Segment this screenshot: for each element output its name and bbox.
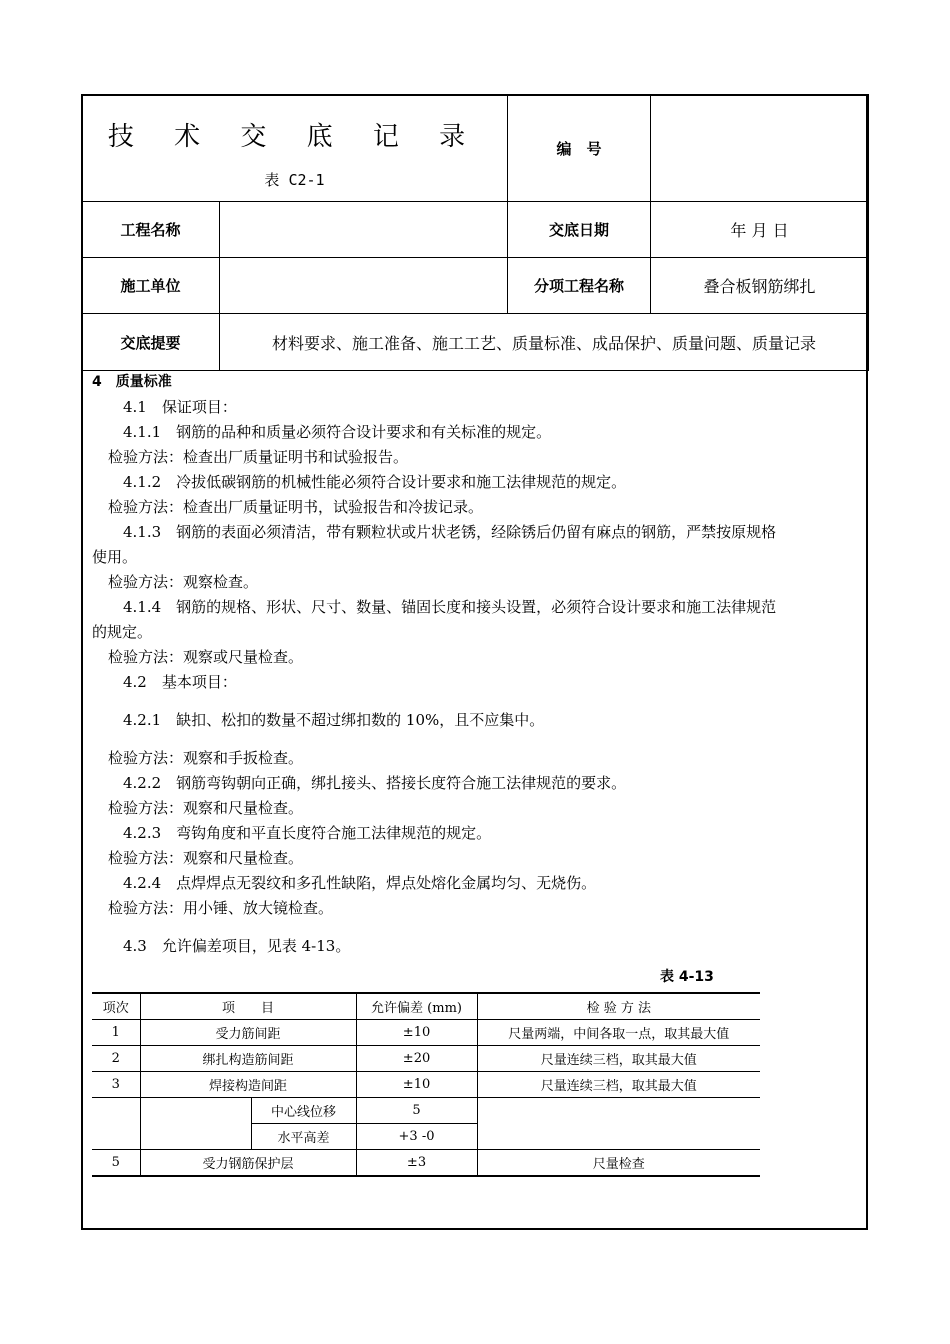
table-header: 项 目 [140, 993, 356, 1020]
form-number: 表 C2-1 [264, 171, 325, 189]
content-line: 4.2.1 缺扣、松扣的数量不超过绑扣数的 10%，且不应集中。 [123, 711, 545, 729]
project-name-label: 工程名称 [82, 202, 220, 258]
table-cell: 尺量两端，中间各取一点，取其最大值 [477, 1020, 760, 1046]
table-header-row [92, 993, 760, 1020]
project-name-value [220, 202, 508, 258]
subitem-label: 分项工程名称 [508, 258, 651, 314]
table-cell: +3 -0 [356, 1124, 477, 1150]
table-cell: 受力筋间距 [140, 1020, 356, 1046]
table-cell [477, 1098, 760, 1150]
serial-value [651, 95, 869, 202]
content-line: 4.1.4 钢筋的规格、形状、尺寸、数量、锚固长度和接头设置，必须符合设计要求和施工法律规范 [123, 598, 777, 616]
table-cell: 焊接构造间距 [140, 1072, 356, 1098]
date-value: 年 月 日 [651, 202, 869, 258]
content-line: 4.1.3 钢筋的表面必须清洁，带有颗粒状或片状老锈，经除锈后仍留有麻点的钢筋，严禁按原规格 [123, 523, 777, 541]
date-label: 交底日期 [508, 202, 651, 258]
content-line: 检验方法：观察或尺量检查。 [108, 648, 304, 666]
content-line: 4.1.2 冷拔低碳钢筋的机械性能必须符合设计要求和施工法律规范的规定。 [123, 473, 627, 491]
table-cell: 受力钢筋保护层 [140, 1150, 356, 1177]
content-line: 4.2.3 弯钩角度和平直长度符合施工法律规范的规定。 [123, 824, 492, 842]
table-header: 检 验 方 法 [477, 993, 760, 1020]
table-row [92, 1150, 760, 1177]
table-cell: 1 [92, 1020, 140, 1046]
unit-label: 施工单位 [82, 258, 220, 314]
content-line: 4.2 基本项目： [123, 673, 237, 691]
section-heading: 4 质量标准 [92, 374, 172, 390]
content-line: 4.2.2 钢筋弯钩朝向正确，绑扎接头、搭接长度符合施工法律规范的要求。 [123, 774, 627, 792]
content-line: 检验方法：检查出厂质量证明书，试验报告和冷拔记录。 [108, 498, 484, 516]
form-title: 技 术 交 底 记 录 [107, 122, 482, 152]
table-header: 项次 [92, 993, 140, 1020]
serial-label: 编 号 [508, 95, 651, 202]
table-cell: ±3 [356, 1150, 477, 1177]
table-row [92, 1072, 760, 1098]
table-cell: 尺量检查 [477, 1150, 760, 1177]
table-cell: 5 [92, 1150, 140, 1177]
content-line: 使用。 [92, 548, 138, 566]
content-body [92, 370, 862, 959]
content-line: 4.3 允许偏差项目，见表 4-13。 [123, 937, 351, 955]
table-cell: ±10 [356, 1072, 477, 1098]
summary-label: 交底提要 [82, 314, 220, 371]
header-table [81, 94, 869, 371]
deviation-table [92, 992, 760, 1177]
content-line: 检验方法：观察和尺量检查。 [108, 799, 304, 817]
table-row [92, 1046, 760, 1072]
table-cell: 水平高差 [251, 1124, 356, 1150]
content-line: 的规定。 [92, 623, 153, 641]
title-cell [82, 95, 508, 202]
table-cell: 绑扎构造筋间距 [140, 1046, 356, 1072]
table-cell: ±10 [356, 1020, 477, 1046]
table-header: 允许偏差 (mm) [356, 993, 477, 1020]
content-line: 检验方法：观察检查。 [108, 573, 259, 591]
table-cell: 尺量连续三档，取其最大值 [477, 1072, 760, 1098]
table-caption: 表 4-13 [660, 969, 714, 985]
table-cell: 3 [92, 1072, 140, 1098]
summary-value: 材料要求、施工准备、施工工艺、质量标准、成品保护、质量问题、质量记录 [220, 314, 869, 371]
content-line: 4.1 保证项目： [123, 398, 237, 416]
content-line: 检验方法：观察和尺量检查。 [108, 849, 304, 867]
table-cell: 2 [92, 1046, 140, 1072]
table-cell: 中心线位移 [251, 1098, 356, 1124]
table-cell: 尺量连续三档，取其最大值 [477, 1046, 760, 1072]
content-line: 检验方法：用小锤、放大镜检查。 [108, 899, 334, 917]
table-row [92, 1020, 760, 1046]
table-cell: ±20 [356, 1046, 477, 1072]
content-line: 检验方法：观察和手扳检查。 [108, 749, 304, 767]
content-line: 4.1.1 钢筋的品种和质量必须符合设计要求和有关标准的规定。 [123, 423, 552, 441]
content-line: 检验方法：检查出厂质量证明书和试验报告。 [108, 448, 409, 466]
unit-value [220, 258, 508, 314]
content-line: 4.2.4 点焊焊点无裂纹和多孔性缺陷，焊点处熔化金属均匀、无烧伤。 [123, 874, 597, 892]
subitem-value: 叠合板钢筋绑扎 [651, 258, 869, 314]
table-cell: 5 [356, 1098, 477, 1124]
table-row [92, 1098, 760, 1124]
table-cell-blank [140, 1098, 251, 1150]
table-cell [92, 1098, 140, 1150]
